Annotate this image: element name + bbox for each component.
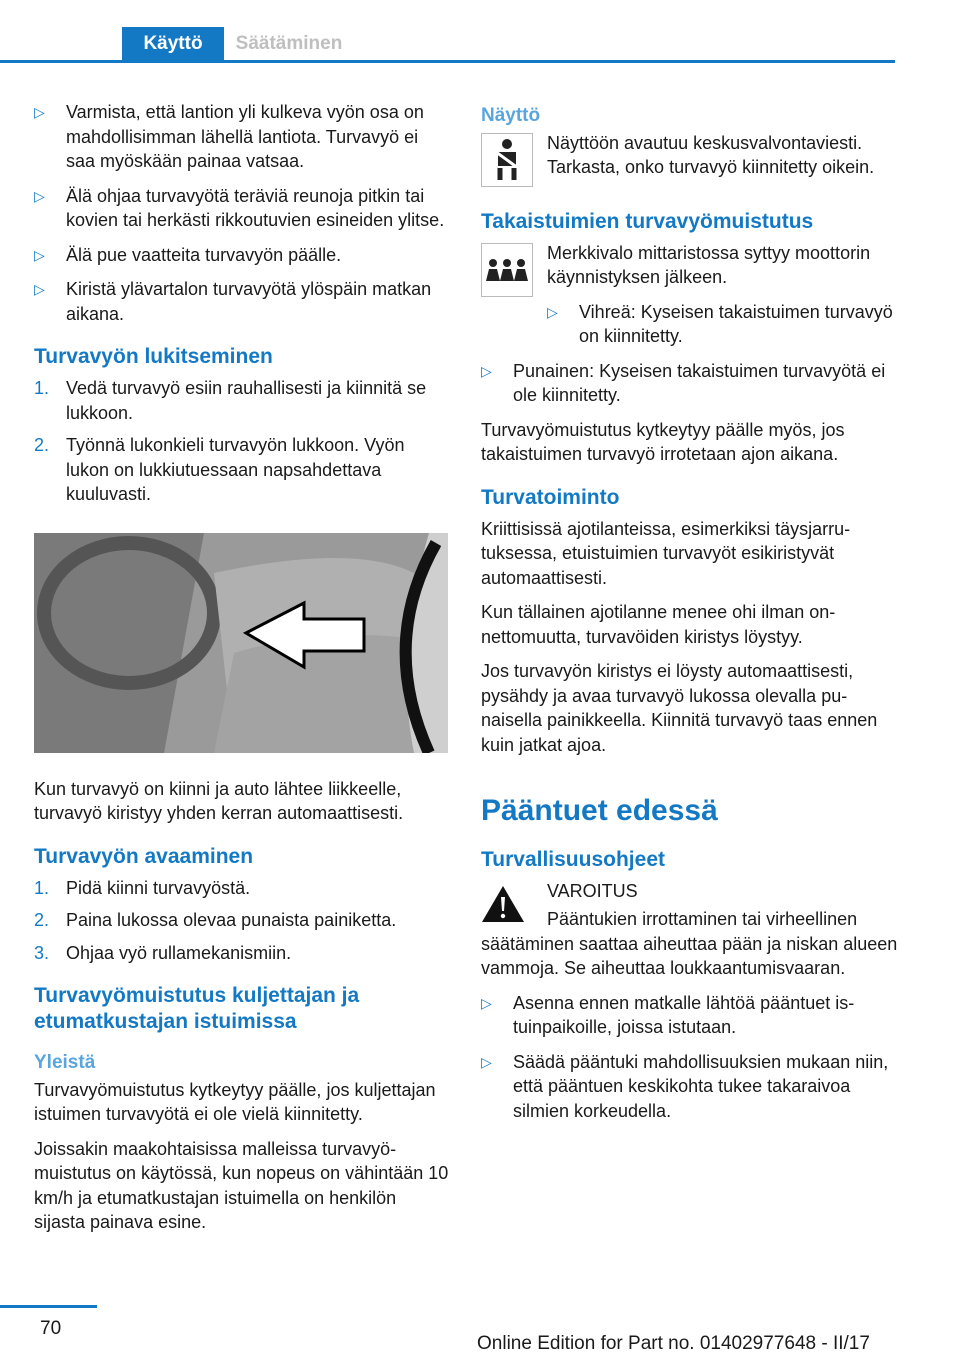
list-item: ▷ Säädä pääntuki mahdollisuuksien mukaan niin, että pääntuen keskikohta tukee takaraivoa silmien korkeudella.: [481, 1051, 889, 1121]
paragraph: Jos turvavyön kiristys ei löysty automaattisesti, pysähdy ja avaa turvavyö lukossa olevalla punaisella painikkeella. Kiinnitä turvavyö taas ennen kuin jatkat ajoa.: [481, 661, 878, 755]
list-item: ▷ Älä pue vaatteita turvavyön päälle.: [34, 243, 452, 268]
tab-kaytto[interactable]: Käyttö: [122, 27, 224, 60]
list-item: ▷ Vihreä: Kyseisen takaistuimen turvavyö on kiinnitetty.: [547, 301, 893, 346]
left-column: [34, 100, 452, 1245]
section-heading-lock: Turvavyön lukitseminen: [34, 345, 273, 368]
section-heading-safety: Turvatoiminto: [481, 485, 620, 509]
list-item: 2. Paina lukossa olevaa punaista painiketta.: [34, 910, 397, 930]
list-item: 1. Vedä turvavyö esiin rauhallisesti ja kiinnitä se lukkoon.: [34, 378, 427, 423]
chapter-heading-headrests: Pääntuet edessä: [481, 794, 718, 827]
paragraph: Kun tällainen ajotilanne menee ohi ilman onnettomuutta, turvavöiden kiristys löystyy.: [481, 602, 836, 647]
list-item: 2. Työnnä lukonkieli turvavyön lukkoon. Vyön lukon on lukkiutuessaan napsahdettava kuuluvasti.: [34, 435, 405, 504]
rear-indicator-info: Merkkivalo mittaristossa syttyy moottorin käynnistyksen jälkeen. ▷ Vihreä: Kyseisen takaistuimen turvavyö on kiinnitetty.: [481, 241, 899, 349]
header-divider: [0, 60, 895, 63]
warning-title: VAROITUS: [547, 881, 638, 901]
paragraph: Joissakin maakohtaisissa malleissa turvavyömuistutus on käytössä, kun nopeus on vähintään 10 km/h ja etumatkustajan istuimella on henkilön sijasta painava esine.: [34, 1138, 449, 1232]
bullet-triangle-icon: ▷: [34, 246, 45, 263]
warning-text: Pääntukien irrottaminen tai virheellinen säätäminen saattaa aiheuttaa pään ja niskan alueen vammoja. Se aiheuttaa loukkaantumisvaaran.: [481, 909, 898, 978]
bullet-triangle-icon: ▷: [481, 994, 492, 1011]
seatbelt-buckle-photo: [34, 533, 448, 753]
list-item: ▷ Punainen: Kyseisen takaistuimen turvavyötä ei ole kiinnitetty.: [481, 360, 886, 405]
bullet-triangle-icon: ▷: [481, 362, 492, 379]
list-item: ▷ Asenna ennen matkalle lähtöä pääntuet istuinpaikoille, joissa istutaan.: [481, 992, 855, 1037]
bullet-triangle-icon: ▷: [547, 303, 558, 320]
tab-saataminen[interactable]: Säätäminen: [235, 33, 343, 54]
bullet-triangle-icon: ▷: [34, 104, 45, 120]
subsection-heading-general: Yleistä: [34, 1052, 96, 1073]
section-heading-rear-reminder: Takaistuimien turvavyömuistutus: [481, 209, 814, 233]
seatbelt-warning-icon: [481, 133, 533, 187]
right-column: [481, 100, 899, 1133]
paragraph: Turvavyömuistutus kytkeytyy päälle myös, jos takaistuimen turvavyö irrotetaan ajon aikana.: [481, 419, 845, 464]
list-item: ▷ Kiristä ylävartalon turvavyötä ylöspäin matkan aikana.: [34, 279, 432, 324]
edition-note: Online Edition for Part no. 01402977648 - II/17: [477, 1333, 870, 1354]
page-number: 70: [40, 1318, 62, 1339]
list-item: 3. Ohjaa vyö rullamekanismiin.: [34, 942, 292, 963]
footer-divider: [0, 1305, 97, 1308]
warning-triangle-icon: [481, 885, 525, 930]
warning-box: [481, 879, 899, 929]
list-item: 1. Pidä kiinni turvavyöstä.: [34, 877, 251, 898]
section-heading-reminder: Turvavyömuistutus kuljettajan ja etumatkustajan istuimissa: [34, 984, 360, 1033]
list-item: ▷ Älä ohjaa turvavyötä teräviä reunoja pitkin tai kovien tai herkästi rikkoutuvien esineiden ylitse.: [34, 185, 445, 230]
paragraph: Kun turvavyö on kiinni ja auto lähtee liikkeelle, turvavyö kiristyy yhden kerran automaattisesti.: [34, 778, 404, 823]
bullet-triangle-icon: ▷: [481, 1053, 492, 1070]
section-heading-open: Turvavyön avaaminen: [34, 844, 254, 868]
display-info: Näyttöön avautuu keskusvalvontaviesti. Tarkasta, onko turvavyö kiinnitetty oikein.: [481, 131, 899, 191]
paragraph: Turvavyömuistutus kytkeytyy päälle, jos kuljettajan istuimen turvavyötä ei ole vielä kiinnitetty.: [34, 1079, 436, 1124]
list-item: ▷ Varmista, että lantion yli kulkeva vyön osa on mahdollisimman lähellä lantiota. Turvavyö ei saa myöskään painaa vatsaa.: [34, 102, 424, 171]
paragraph: Kriittisissä ajotilanteissa, esimerkiksi täysjarrutuksessa, etuistuimien turvavyöt esikiristyvät automaattisesti.: [481, 518, 851, 588]
bullet-triangle-icon: ▷: [34, 187, 45, 204]
bullet-triangle-icon: ▷: [34, 281, 45, 297]
section-heading-safety-notes: Turvallisuusohjeet: [481, 848, 665, 871]
rear-seats-icon: [481, 243, 533, 297]
subsection-heading-display: Näyttö: [481, 105, 541, 126]
